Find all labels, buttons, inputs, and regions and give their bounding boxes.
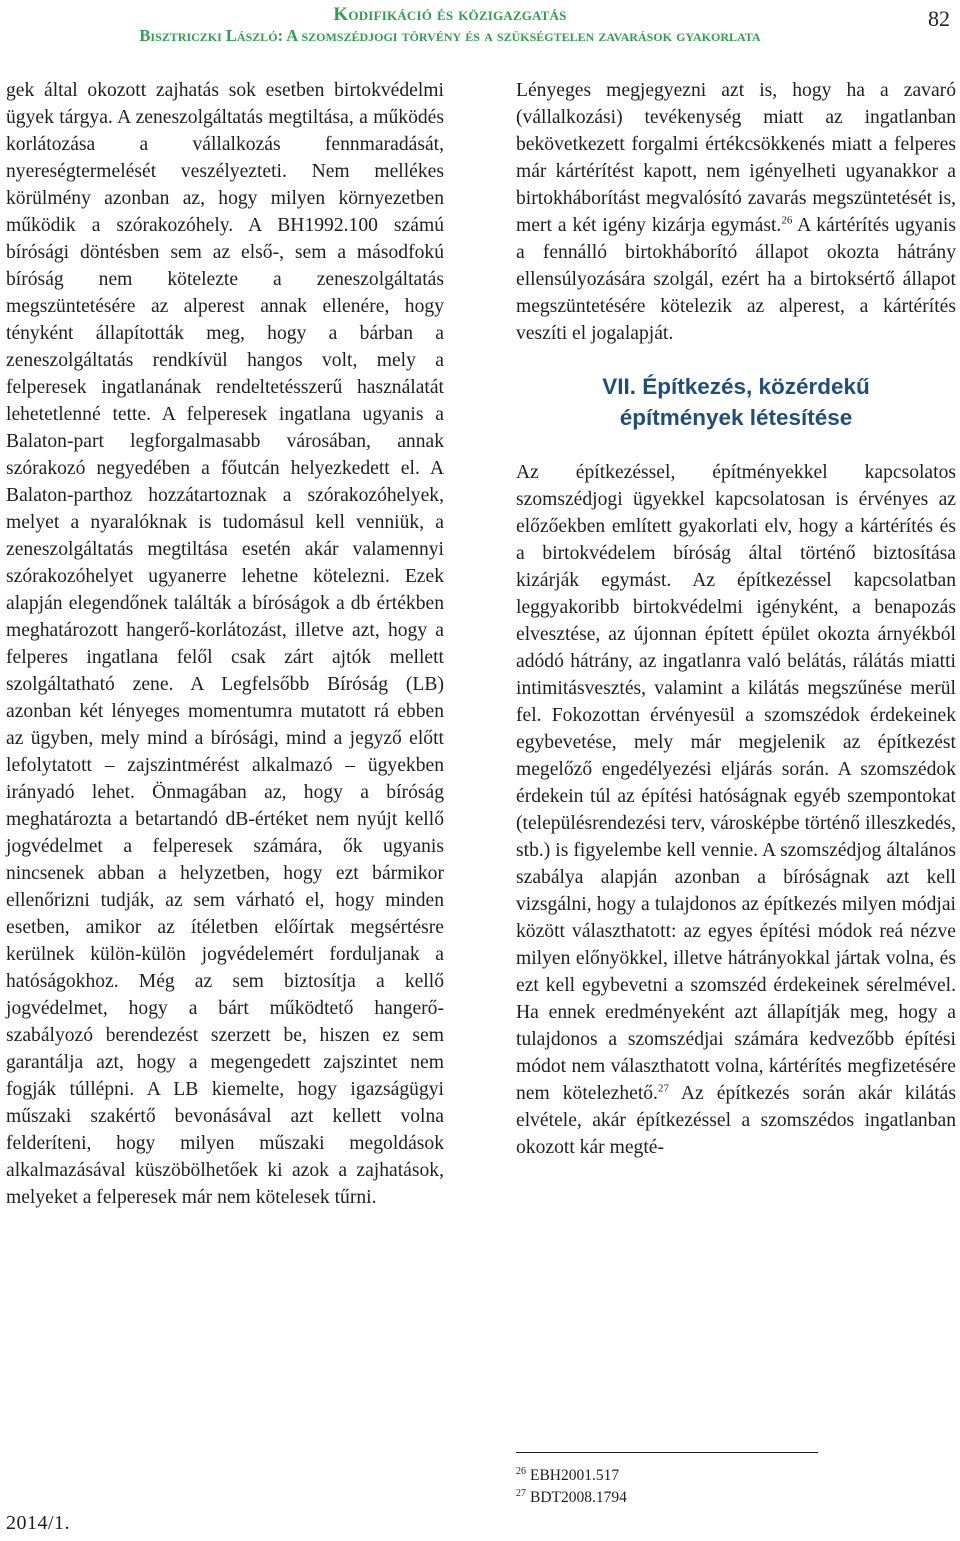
right-paragraph-2	[516, 459, 956, 1161]
left-paragraph: gek által okozott zajhatás sok esetben birtokvédelmi ügyek tárgya. A zeneszolgáltatás megtiltása, a működés korlátozása a vállalkozás fennmaradását, nyereségtermelését veszélyezteti. Nem mellékes körülmény azonban az, hogy milyen környezetben működik a szórakozóhely. A BH1992.100 számú bírósági döntésben sem az első-, sem a másodfokú bíróság nem kötelezte a zeneszolgáltatás megszüntetésére az alperest annak ellenére, hogy tényként állapították meg, hogy a bárban a zeneszolgáltatás rendkívül hangos volt, mely a felperesek ingatlanának rendeltetésszerű használatát lehetetlenné tette. A felperesek ingatlana ugyanis a Balaton-part legforgalmasabb városában, annak szórakozó negyedében a főutcán helyezkedett el. A Balaton-parthoz hozzátartoznak a szórakozóhelyek, melyet a nyaralóknak is tudomásul kell venniük, a zeneszolgáltatás megtiltása esetén akár valamennyi szórakozóhelyet ugyanerre lehetne kötelezni. Ezek alapján elegendőnek találták a bíróságok a db értékben meghatározott hangerő-korlátozást, illetve azt, hogy a felperes ingatlana felől csak zárt ajtók mellett szolgáltatható zene. A Legfelsőbb Bíróság (LB) azonban két lényeges momentumra mutatott rá ebben az ügyben, mely mind a bírósági, mind a jegyző előtt lefolytatott – zajszintmérést alkalmazó – ügyekben irányadó lehet. Önmagában az, hogy a bíróság meghatározta a betartandó dB-értéket nem nyújt kellő jogvédelmet a felperesek számára, ők ugyanis nincsenek abban a helyzetben, hogy ezt bármikor ellenőrizni tudják, az sem várható el, hogy minden esetben, amikor az ítéletben előírtak megsértésre kerülnek külön-külön jogvédelemért forduljanak a hatóságokhoz. Még az sem biztosítja a kellő jogvédelmet, hogy a bárt működtető hangerő-szabályozó berendezést szerzett be, hiszen ez sem garantálja azt, hogy a megengedett zajszintet nem fogják túllépni. A LB kiemelte, hogy igazságügyi műszaki szakértő bevonásával azt kellett volna felderíteni, hogy milyen műszaki megoldások alkalmazásával küszöbölhetőek ki azok a zajhatások, melyeket a felperesek már nem kötelesek tűrni.	[6, 80, 444, 1208]
chapter-heading	[516, 371, 956, 433]
footnote-text: BDT2008.1794	[530, 1489, 627, 1506]
footnote-divider	[516, 1452, 818, 1453]
right-column	[516, 77, 956, 1161]
footnote-number: 27	[516, 1487, 526, 1499]
footnote-number: 26	[516, 1465, 526, 1477]
page-number: 82	[928, 6, 950, 31]
paragraph-text: Az építkezéssel, építményekkel kapcsolatos szomszédjogi ügyekkel kapcsolatosan is érvényes az előzőekben említett gyakorlati elv, hogy a kártérítés és a birtokvédelem bíróság által történő biztosítása kizárják egymást. Az építkezéssel kapcsolatban leggyakoribb birtokvédelmi igényként, a benapozás elvesztése, az újonnan épített épület okozta árnyékból adódó hátrány, az ingatlanra való belátás, rálátás miatti intimitásvesztés, valamint a kilátás megszűnése merül fel. Fokozottan érvényesül a szomszédok érdekeinek egybevetése, mely már megjelenik az építkezést megelőző engedélyezési eljárás során. A szomszédok érdekein túl az építési hatóságnak egyéb szempontokat (településrendezési terv, városképbe történő illeszkedés, stb.) is figyelembe kell vennie. A szomszédjog általános szabálya alapján azonban a bíróságnak azt kell vizsgálni, hogy a tulajdonos az építkezés milyen módjai között választhatott: az egyes építési módok reá nézve milyen előnyökkel, illetve hátrányokkal jártak volna, és ezt kell egybevetni a szomszéd érdekeinek sérelmével. Ha ennek eredményeként azt állapítják meg, hogy a tulajdonos a szomszédjai számára kedvezőbb építési módot nem választhatott volna, kártérítés megfizetésére nem kötelezhető.	[516, 462, 956, 1104]
running-header	[0, 4, 900, 46]
footnote-reference-27[interactable]: 27	[657, 1082, 669, 1095]
right-paragraph-1	[516, 77, 956, 347]
footnotes	[516, 1465, 936, 1509]
footnote-27	[516, 1487, 936, 1509]
chapter-heading-line: VII. Építkezés, közérdekű	[602, 374, 870, 399]
chapter-heading-line: építmények létesítése	[619, 405, 853, 430]
paragraph-text: Az építkezés során akár kilátás elvétele, akár építkezéssel a szomszédos ingatlanban okozott kár megté-	[516, 1083, 957, 1158]
journal-title: Kodifikáció és közigazgatás	[333, 4, 567, 25]
footnote-text: EBH2001.517	[530, 1467, 620, 1484]
left-column	[6, 77, 444, 1211]
paragraph-text: A kártérítés ugyanis a fennálló birtokháborító állapot okozta hátrány ellensúlyozására szolgál, ezért ha a birtoksértő állapot megszüntetésére kötelezik az alperest, a kártérítés veszíti el jogalapját.	[516, 215, 956, 344]
footnote-reference-26[interactable]: 26	[781, 214, 793, 227]
footnote-26	[516, 1465, 936, 1487]
paragraph-text: Lényeges megjegyezni azt is, hogy ha a zavaró (vállalkozási) tevékenység miatt az ingatlanban bekövetkezett forgalmi értékcsökkenés miatt a felperes már kártérítést kapott, nem igényelheti ugyanakkor a birtokháborítást megvalósító zavarás megszüntetését is, mert a két igény kizárja egymást.	[516, 80, 956, 236]
issue-number: 2014/1.	[6, 1512, 71, 1534]
article-title: Bisztriczki László: A szomszédjogi törvény és a szükségtelen zavarások gyakorlata	[139, 26, 761, 45]
